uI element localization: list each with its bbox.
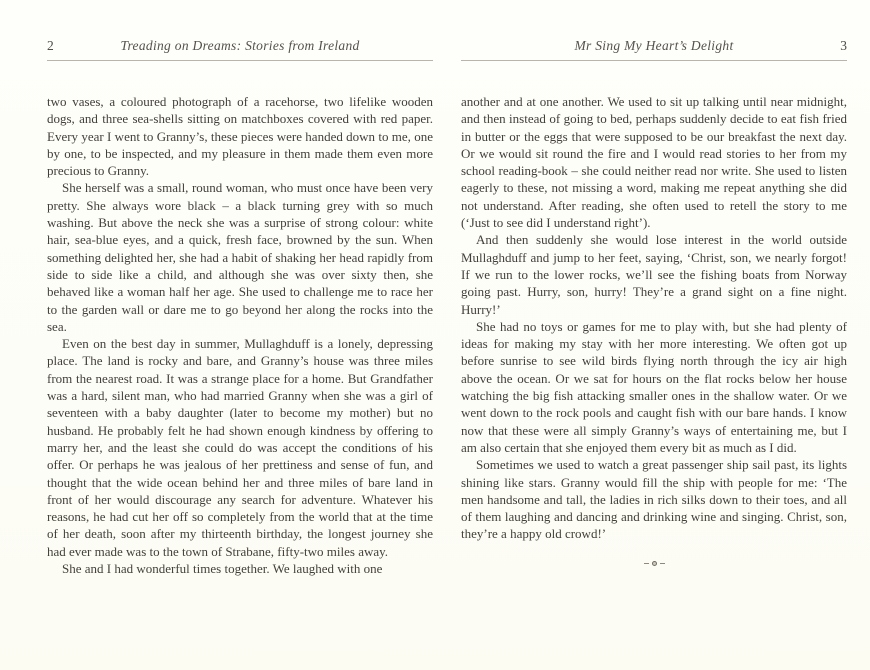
right-page-number: 3 (840, 38, 847, 53)
paragraph: two vases, a coloured photograph of a racehorse, two lifelike wooden dogs, and three sea-shells sitting on matchboxes covered with red paper. Every year I went to Granny’s, these pieces were handed down to me, one by one, to be inspected, and my pleasure in them made them even more precious to Granny. (47, 94, 433, 179)
paragraph: She had no toys or games for me to play with, but she had plenty of ideas for making my stay with her more interesting. We often got up before sunrise to see wild birds flying north through the icy air high above the ocean. Or we sat for hours on the flat rocks below her house watching the big fish attacking smaller ones in the shallow water. Or we went down to the rock pools and caught fish with our bare hands. I know now that these were all simply Granny’s ways of entertaining me, but I am also certain that she enjoyed them every bit as much as I did. (461, 318, 847, 455)
right-page (461, 38, 847, 566)
section-break-ornament (461, 561, 847, 566)
paragraph: She herself was a small, round woman, who must once have been very pretty. She always wore black – a black turning grey with so much washing. But above the neck she was a surprise of strong colour: white hair, sea-blue eyes, and a quick, fresh face, browned by the sun. When something delighted her, she had a habit of shaking her head rapidly from side to side like a child, and although she was over sixty then, she behaved like a woman half her age. She used to challenge me to race her to the garden wall or dare me to go beyond her along the rocks into the sea. (47, 180, 433, 334)
ornament-dash-right (660, 563, 665, 564)
paragraph: Sometimes we used to watch a great passenger ship sail past, its lights shining like stars. Granny would fill the ship with people for me: ‘The men handsome and tall, the ladies in rich silks down to their toes, and all of them laughing and dancing and drinking wine and singing. Christ, son, they’re a happy old crowd!’ (461, 457, 847, 542)
left-page (47, 38, 433, 577)
right-header-rule (461, 60, 847, 61)
left-page-body (47, 93, 433, 577)
left-page-number: 2 (47, 38, 54, 53)
paragraph: another and at one another. We used to sit up talking until near midnight, and then instead of going to bed, perhaps suddenly decide to eat fish fried in butter or the eggs that were supposed to be our breakfast the next day. Or we would sit round the fire and I would read stories to her from my school reading-book – she could neither read nor write. She used to listen eagerly to these, not missing a word, making me repeat anything she did not understand. After reading, she often used to retell the story to me (‘Just to see did I understand right’). (461, 94, 847, 231)
right-running-title: Mr Sing My Heart’s Delight (574, 38, 734, 53)
left-page-header (47, 38, 433, 56)
paragraph: She and I had wonderful times together. We laughed with one (62, 561, 383, 577)
left-header-rule (47, 60, 433, 61)
right-page-body (461, 93, 847, 543)
paragraph: And then suddenly she would lose interest in the world outside Mullaghduff and jump to her feet, saying, ‘Christ, son, we nearly forgot! If we run to the lower rocks, we’ll see the fishing boats from Norway going past. Hurry, son, hurry! They’re a grand sight on a fine night. Hurry!’ (461, 232, 847, 317)
right-page-header (461, 38, 847, 56)
paragraph: Even on the best day in summer, Mullaghduff is a lonely, depressing place. The land is rocky and bare, and Granny’s house was three miles from the nearest road. It was a strange place for a home. But Grandfather was a hard, silent man, who had married Granny when she was a girl of seventeen with a baby daughter (later to become my mother) but no husband. He probably felt he had shown enough kindness by offering to marry her, and the least she could do was accept the conditions of his offer. Or perhaps he was jealous of her prettiness and sense of fun, and thought that the wide ocean behind her and three miles of bare land in front of her would discourage any search for adventure. Whatever his reasons, he had cut her off so completely from the world that at the time of her death, soon after my thirteenth birthday, the longest journey she had ever made was to the town of Strabane, fifty-two miles away. (47, 336, 433, 559)
ornament-flower-icon (652, 561, 657, 566)
ornament-dash-left (644, 563, 649, 564)
left-running-title: Treading on Dreams: Stories from Ireland (120, 38, 360, 53)
